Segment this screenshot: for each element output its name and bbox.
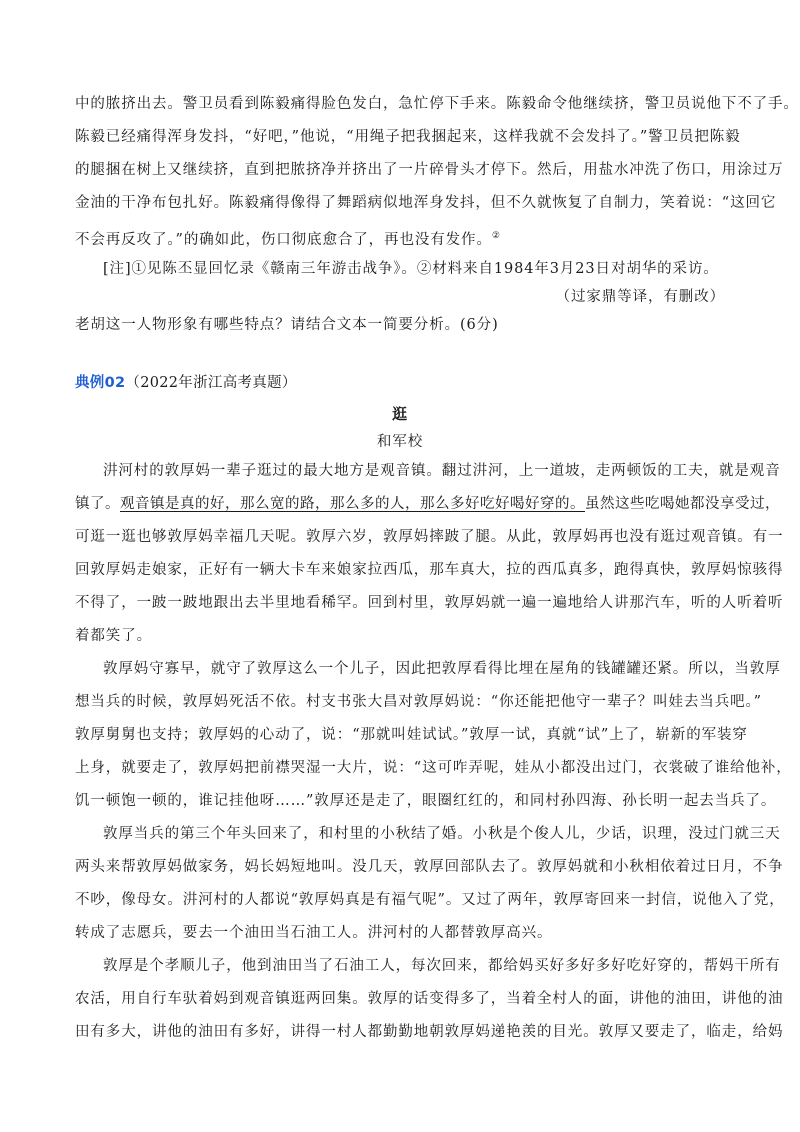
example-source: （2022年浙江高考真题）	[125, 375, 297, 391]
text-line: 田有多大，讲他的油田有多好，讲得一村人都勤勤地朝敦厚妈递艳羡的目光。敦厚又要走了，临走，给妈	[75, 1024, 784, 1040]
text-line: 不吵，像母女。汫河村的人都说“敦厚妈真是有福气呢”。又过了两年，敦厚寄回来一封信，说他入了党，	[75, 892, 785, 908]
example-label: 典例02	[75, 375, 126, 391]
text-line: 可逛一逛也够敦厚妈幸福几天呢。敦厚六岁，敦厚妈摔跛了腿。从此，敦厚妈再也没有逛过观音镇。有一	[75, 529, 784, 545]
text-line: 陈毅已经痛得浑身发抖，“好吧，”他说，“用绳子把我捆起来，这样我就不会发抖了。”警卫员把陈毅	[75, 129, 741, 145]
question: 老胡这一人物形象有哪些特点？请结合文本一简要分析。(6分)	[75, 317, 499, 333]
text-line: 不得了，一跛一跛地跟出去半里地看稀罕。回到村里，敦厚妈就一遍一遍地给人讲那汽车，听的人听着听	[75, 595, 784, 611]
story-title: 逛	[392, 405, 408, 423]
story-author: 和军校	[376, 434, 424, 450]
text-line: 上身，就要走了，敦厚妈把前襟哭湿一大片，说：“这可咋弄呢，娃从小都没出过门，衣裳破了谁给他补，	[75, 760, 792, 776]
text-line: 想当兵的时候，敦厚妈死活不依。村支书张大昌对敦厚妈说：“你还能把他守一辈子？叫娃去当兵吧。”	[75, 694, 762, 710]
text-line: 饥一顿饱一顿的，谁记挂他呀……”敦厚还是走了，眼圈红红的，和同村孙四海、孙长明一起去当兵了。	[75, 793, 777, 809]
text-line: 敦厚妈守寡早，就守了敦厚这么一个儿子，因此把敦厚看得比埋在屋角的钱罐罐还紧。所以，当敦厚	[103, 661, 781, 677]
text-line: 敦厚是个孝顺儿子，他到油田当了石油工人，每次回来，都给妈买好多好多好吃好穿的，帮妈干所有	[103, 958, 781, 974]
text-line: 敦厚当兵的第三个年头回来了，和村里的小秋结了婚。小秋是个俊人儿，少话，识理，没过门就三天	[103, 826, 781, 842]
text-line: 回敦厚妈走娘家，正好有一辆大卡车来娘家拉西瓜，那车真大，拉的西瓜真多，跑得真快，敦厚妈惊骇得	[75, 562, 784, 578]
text-segment: 镇了。	[75, 496, 120, 512]
text-line: 转成了志愿兵，要去一个油田当石油工人。汫河村的人都替敦厚高兴。	[75, 925, 553, 941]
text-line	[75, 494, 780, 514]
text-line: 两头来帮敦厚妈做家务，妈长妈短地叫。没几天，敦厚回部队去了。敦厚妈就和小秋相依着过日月，不争	[75, 859, 784, 875]
passage-source: （过家鼎等译，有删改）	[555, 289, 725, 305]
text-line: 汫河村的敦厚妈一辈子逛过的最大地方是观音镇。翻过汫河，上一道坡，走两顿饭的工夫，就是观音	[103, 463, 781, 479]
text-line: 农活，用自行车驮着妈到观音镇逛两回集。敦厚的话变得多了，当着全村人的面，讲他的油田，讲他的油	[75, 991, 784, 1007]
text-line	[75, 226, 725, 250]
text-line: 金油的干净布包扎好。陈毅痛得像得了舞蹈病似地浑身发抖，但不久就恢复了自制力，笑着说：“这回它	[75, 195, 777, 211]
footnote: [注]①见陈丕显回忆录《赣南三年游击战争》。②材料来自1984年3月23日对胡华的采访。	[103, 261, 719, 277]
text-line: 中的脓挤出去。警卫员看到陈毅痛得脸色发白，急忙停下手来。陈毅命令他继续挤，警卫员说他下不了手。	[75, 96, 799, 112]
footnote-mark: ②	[491, 231, 501, 241]
example-header	[75, 373, 725, 393]
text-line: 的腿捆在树上又继续挤，直到把脓挤净并挤出了一片碎骨头才停下。然后，用盐水冲洗了伤口，用涂过万	[75, 162, 784, 178]
underlined-sentence: 观音镇是真的好，那么宽的路，那么多的人，那么多好吃好喝好穿的。	[120, 496, 585, 512]
text-line: 着都笑了。	[75, 628, 152, 644]
text-segment: 虽然这些吃喝她都没享受过，	[585, 496, 780, 512]
text-line: 敦厚舅舅也支持；敦厚妈的心动了，说：“那就叫娃试试。”敦厚一试，真就“试”上了，崭新的军装穿	[75, 727, 748, 743]
text-line-content: 不会再反攻了。”的确如此，伤口彻底愈合了，再也没有发作。	[75, 232, 492, 248]
